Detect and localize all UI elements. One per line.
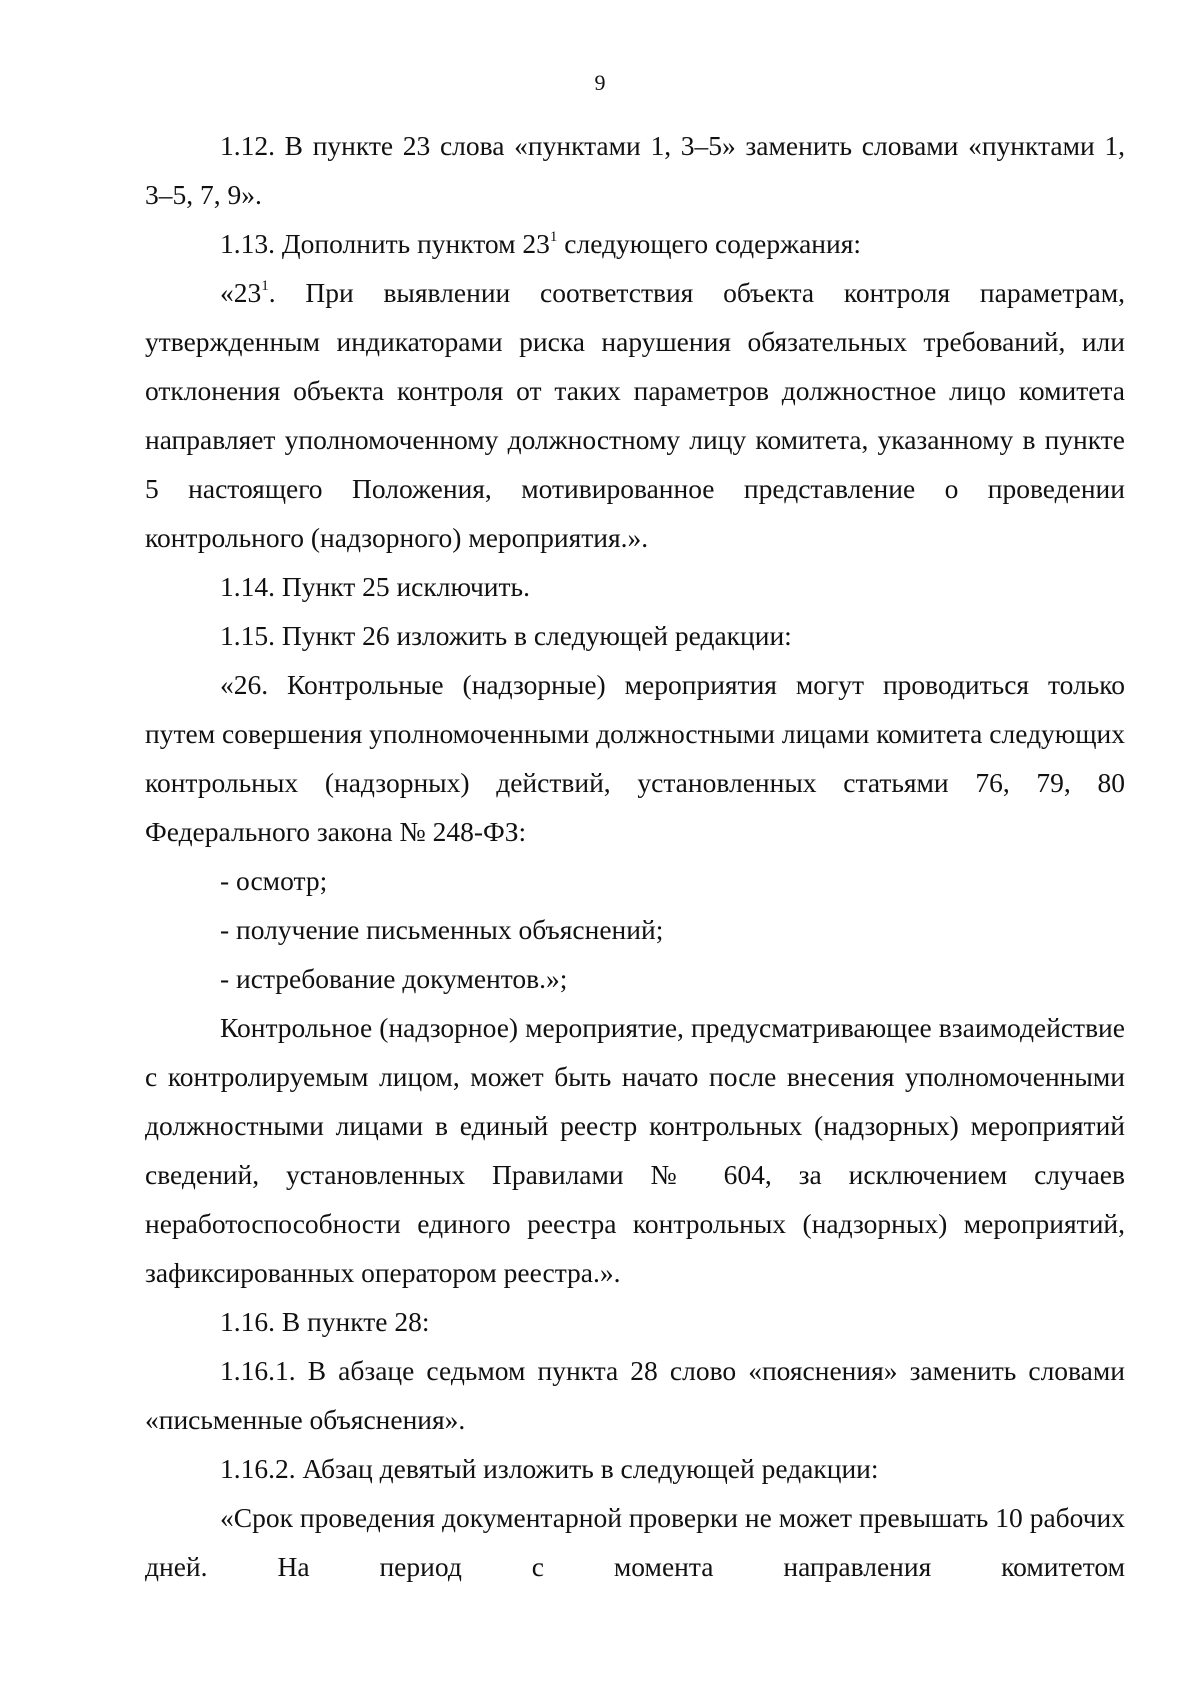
list-item-written-explanations: - получение письменных объяснений; bbox=[220, 914, 664, 945]
page-number: 9 bbox=[594, 70, 606, 95]
paragraph-1-16-1: 1.16.1. В абзаце седьмом пункта 28 слово «пояснения» заменить словами «письменные объяснения». bbox=[145, 1355, 1125, 1435]
paragraph-23-1-text-end: . При выявлении соответствия объекта контроля параметрам, утвержденным индикаторами риска нарушения обязательных требований, или отклонения объекта контроля от таких параметров должностное лицо комитета направляет уполномоченному должностному лицу комитета, указанному в пункте 5 настоящего Положения, мотивированное представление о проведении контрольного (надзорного) мероприятия.». bbox=[145, 277, 1125, 553]
paragraph-26: «26. Контрольные (надзорные) мероприятия могут проводиться только путем совершения уполномоченными должностными лицами комитета следующих контрольных (надзорных) действий, установленных статьями 76, 79, 80 Федерального закона № 248-ФЗ: bbox=[145, 669, 1125, 847]
paragraph-1-16-2: 1.16.2. Абзац девятый изложить в следующей редакции: bbox=[220, 1453, 879, 1484]
paragraph-1-15: 1.15. Пункт 26 изложить в следующей редакции: bbox=[220, 620, 792, 651]
superscript-marker: 1 bbox=[261, 278, 269, 294]
paragraph-23-1-text: «23 bbox=[220, 277, 262, 308]
paragraph-control-event: Контрольное (надзорное) мероприятие, предусматривающее взаимодействие с контролируемым лицом, может быть начато после внесения уполномоченными должностными лицами в единый реестр контрольных (надзорных) мероприятий сведений, установленных Правилами № 604, за исключением случаев неработоспособности единого реестра контрольных (надзорных) мероприятий, зафиксированных оператором реестра.». bbox=[145, 1012, 1125, 1288]
list-item-inspection: - осмотр; bbox=[220, 865, 328, 896]
paragraph-1-13 bbox=[145, 219, 1125, 268]
document-body bbox=[145, 121, 1125, 1591]
paragraph-1-14: 1.14. Пункт 25 исключить. bbox=[220, 571, 530, 602]
paragraph-1-13-text: 1.13. Дополнить пунктом 23 bbox=[220, 228, 550, 259]
paragraph-23-1 bbox=[145, 268, 1125, 562]
paragraph-review-period: «Срок проведения документарной проверки не может превышать 10 рабочих дней. На период с момента направления комитетом bbox=[145, 1502, 1125, 1582]
superscript-marker: 1 bbox=[549, 229, 558, 245]
paragraph-1-12: 1.12. В пункте 23 слова «пунктами 1, 3–5» заменить словами «пунктами 1, 3–5, 7, 9». bbox=[145, 130, 1125, 210]
paragraph-1-16: 1.16. В пункте 28: bbox=[220, 1306, 430, 1337]
list-item-documents-request: - истребование документов.»; bbox=[220, 963, 568, 994]
paragraph-1-13-text-end: следующего содержания: bbox=[557, 228, 861, 259]
